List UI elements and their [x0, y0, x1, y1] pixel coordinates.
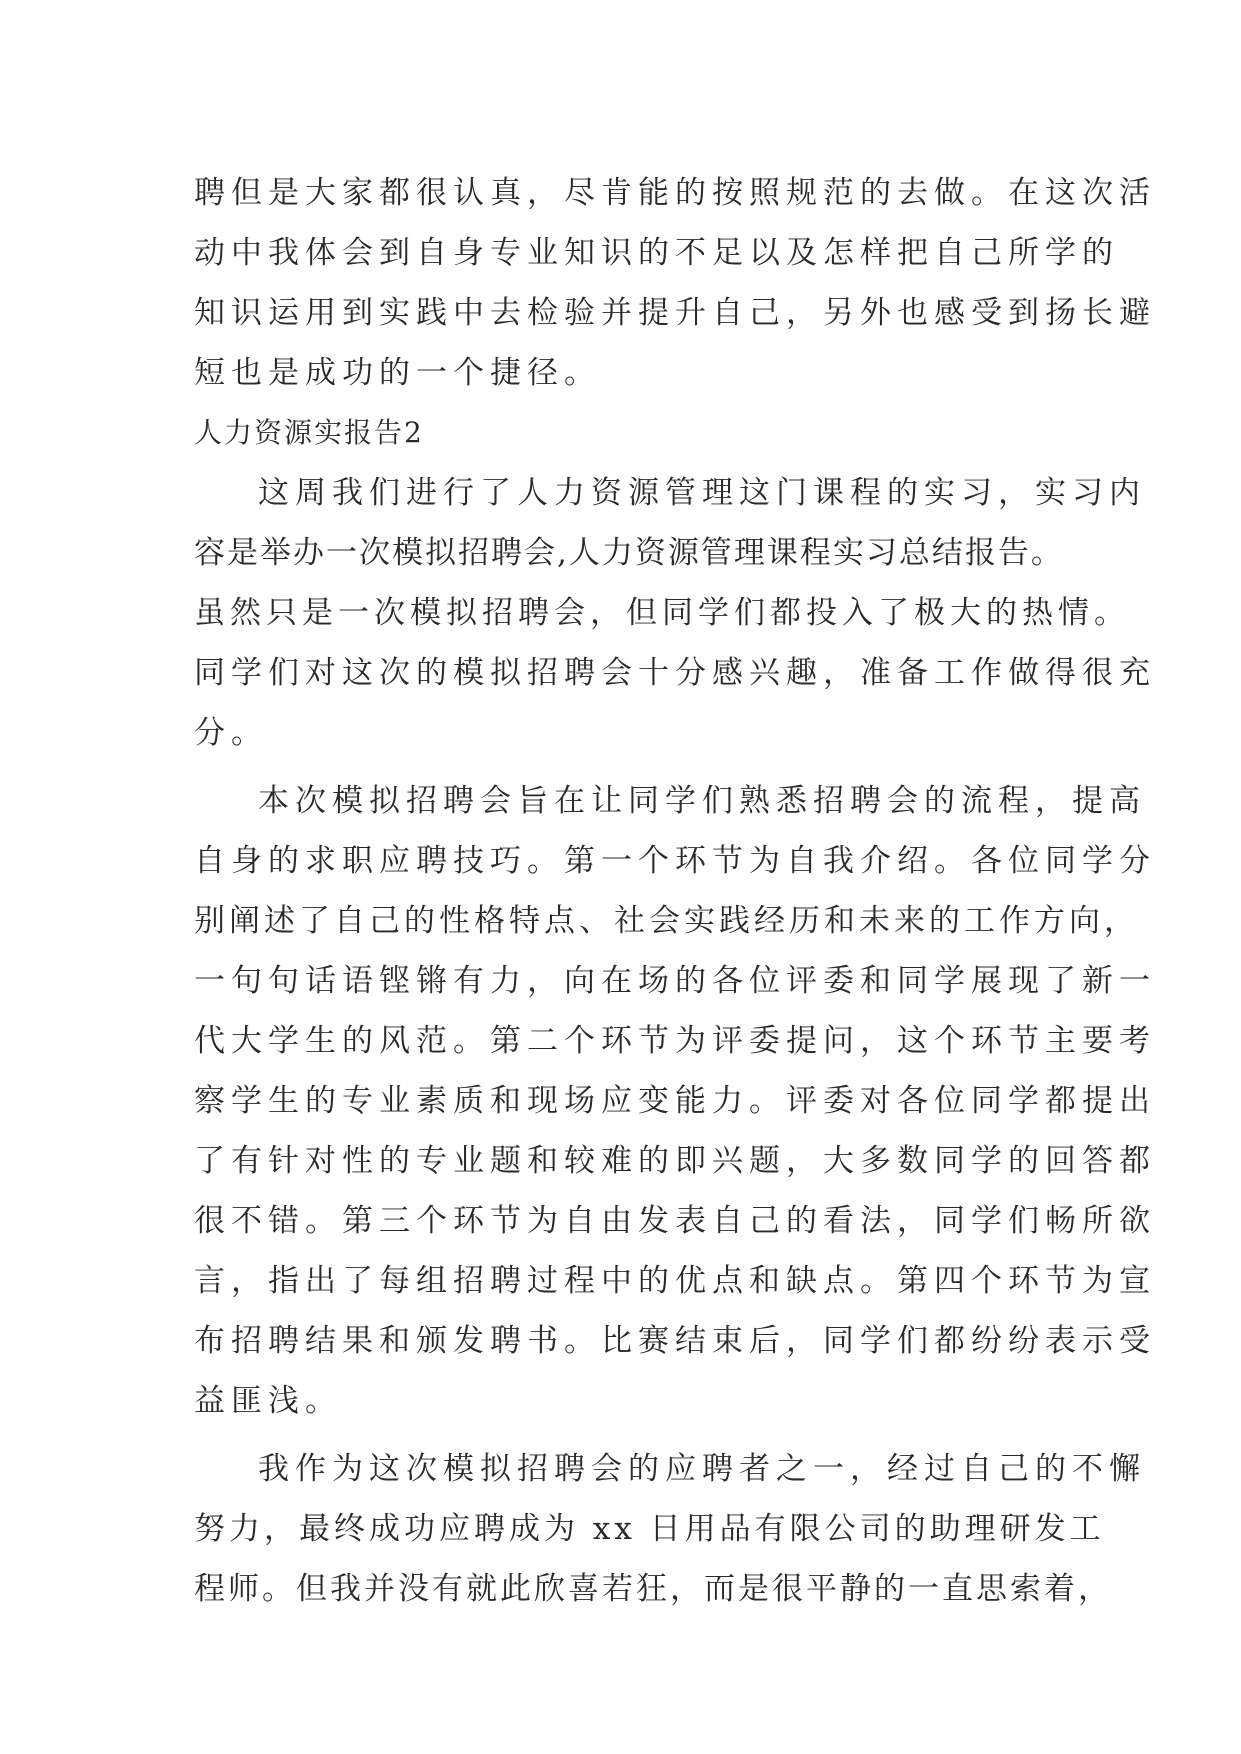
text-line: 代大学生的风范。第二个环节为评委提问，这个环节主要考: [194, 1023, 1156, 1059]
section-heading: 人力资源实报告2: [194, 416, 424, 449]
paragraph-gap: [194, 1431, 1094, 1439]
text-line: 同学们对这次的模拟招聘会十分感兴趣，准备工作做得很充: [194, 655, 1156, 691]
text-line: 本次模拟招聘会旨在让同学们熟悉招聘会的流程，提高: [258, 783, 1146, 819]
text-line: 虽然只是一次模拟招聘会，但同学们都投入了极大的热情。: [194, 595, 1130, 631]
text-line: 言，指出了每组招聘过程中的优点和缺点。第四个环节为宣: [194, 1263, 1156, 1299]
text-line: 了有针对性的专业题和较难的即兴题，大多数同学的回答都: [194, 1143, 1156, 1179]
text-line: 自身的求职应聘技巧。第一个环节为自我介绍。各位同学分: [194, 843, 1156, 879]
text-line: 别阐述了自己的性格特点、社会实践经历和未来的工作方向，: [194, 903, 1139, 939]
text-line: 布招聘结果和颁发聘书。比赛结束后，同学们都纷纷表示受: [194, 1323, 1156, 1359]
text-line: 察学生的专业素质和现场应变能力。评委对各位同学都提出: [194, 1083, 1156, 1119]
paragraph-gap: [194, 763, 1094, 771]
text-line: 分。: [194, 715, 268, 751]
text-line: 聘但是大家都很认真，尽肯能的按照规范的去做。在这次活: [194, 175, 1156, 211]
text-line: 很不错。第三个环节为自由发表自己的看法，同学们畅所欲: [194, 1203, 1156, 1239]
text-line: 程师。但我并没有就此欣喜若狂，而是很平静的一直思索着，: [194, 1571, 1112, 1607]
text-line: 努力，最终成功应聘成为 xx 日用品有限公司的助理研发工: [194, 1511, 1105, 1547]
text-line: 这周我们进行了人力资源管理这门课程的实习，实习内: [258, 475, 1146, 511]
document-body: [194, 163, 1156, 1619]
text-line: 我作为这次模拟招聘会的应聘者之一，经过自己的不懈: [258, 1451, 1146, 1487]
text-line: 知识运用到实践中去检验并提升自己，另外也感受到扬长避: [194, 295, 1156, 331]
text-line: 一句句话语铿锵有力，向在场的各位评委和同学展现了新一: [194, 963, 1156, 999]
text-line: 益匪浅。: [194, 1383, 342, 1419]
text-line: 动中我体会到自身专业知识的不足以及怎样把自己所学的: [194, 235, 1119, 271]
text-line: 短也是成功的一个捷径。: [194, 355, 601, 391]
text-line: 容是举办一次模拟招聘会,人力资源管理课程实习总结报告。: [194, 535, 1064, 571]
